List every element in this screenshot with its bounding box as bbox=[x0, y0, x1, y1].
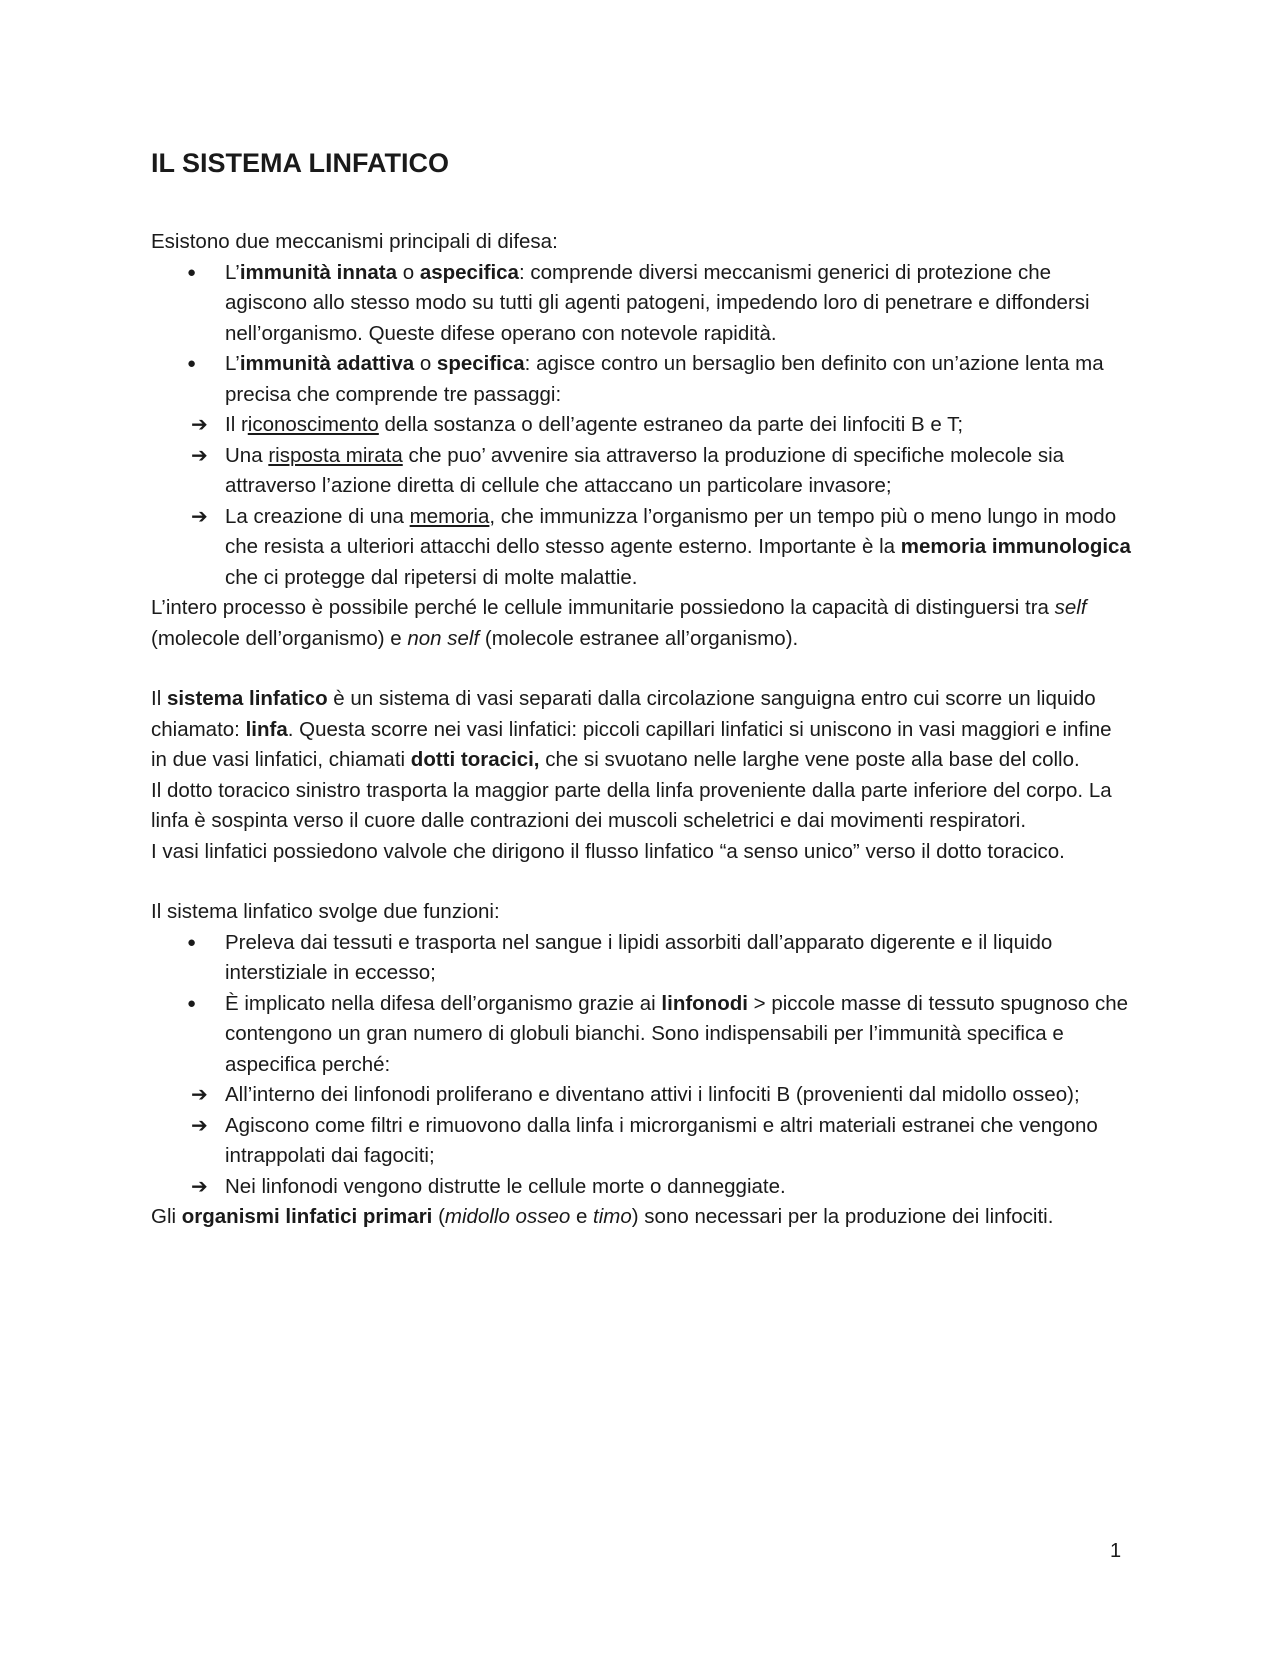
list-item: ● L’immunità innata o aspecifica: comprende diversi meccanismi generici di protezione che agiscono allo stesso modo su tutti gli agenti patogeni, impedendo loro di penetrare e diffondersi nell’organismo. Queste difese operano con notevole rapidità. bbox=[151, 258, 1131, 350]
defense-list bbox=[151, 258, 1131, 594]
arrow-icon: ➔ bbox=[191, 1175, 208, 1198]
page-title: IL SISTEMA LINFATICO bbox=[151, 148, 450, 178]
sistema-paragraph: Il sistema linfatico è un sistema di vasi separati dalla circolazione sanguigna entro cui scorre un liquido chiamato: linfa. Questa scorre nei vasi linfatici: piccoli capillari linfatici si uniscono in vasi maggiori e infine in due vasi linfatici, chiamati dotti toracici, che si svuotano nelle larghe vene poste alla base del collo. Il dotto toracico sinistro trasporta la maggior parte della linfa proveniente dalla parte inferiore del corpo. La linfa è sospinta verso il cuore dalle contrazioni dei muscoli scheletrici e dai movimenti respiratori. I vasi linfatici possiedono valvole che dirigono il flusso linfatico “a senso unico” verso il dotto toracico. bbox=[151, 687, 1112, 863]
bullet-icon: ● bbox=[187, 994, 197, 1012]
organi-paragraph: Gli organismi linfatici primari (midollo osseo e timo) sono necessari per la produzione dei linfociti. bbox=[151, 1205, 1054, 1228]
list-item: ● È implicato nella difesa dell’organismo grazie ai linfonodi > piccole masse di tessuto spugnoso che contengono un gran numero di globuli bianchi. Sono indispensabili per l’immunità specifica e aspecifica perché: bbox=[151, 989, 1131, 1081]
funzioni-list bbox=[151, 928, 1131, 1203]
page-number: 1 bbox=[1110, 1540, 1122, 1562]
list-item: ➔ La creazione di una memoria, che immunizza l’organismo per un tempo più o meno lungo in modo che resista a ulteriori attacchi dello stesso agente esterno. Importante è la memoria immunologica che ci protegge dal ripetersi di molte malattie. bbox=[151, 502, 1131, 594]
list-item: ➔ All’interno dei linfonodi proliferano e diventano attivi i linfociti B (provenienti dal midollo osseo); bbox=[151, 1080, 1131, 1111]
list-item: ● Preleva dai tessuti e trasporta nel sangue i lipidi assorbiti dall’apparato digerente e il liquido interstiziale in eccesso; bbox=[151, 928, 1131, 989]
bullet-icon: ● bbox=[187, 355, 197, 372]
bullet-icon: ● bbox=[187, 933, 197, 951]
self-paragraph: L’intero processo è possibile perché le cellule immunitarie possiedono la capacità di distinguersi tra self (molecole dell’organismo) e non self (molecole estranee all’organismo). bbox=[151, 596, 1087, 650]
list-item: ➔ Il riconoscimento della sostanza o dell’agente estraneo da parte dei linfociti B e T; bbox=[151, 410, 1131, 441]
arrow-icon: ➔ bbox=[191, 414, 208, 436]
arrow-icon: ➔ bbox=[191, 505, 208, 528]
bullet-icon: ● bbox=[187, 263, 197, 281]
list-item: ➔ Agiscono come filtri e rimuovono dalla linfa i microrganismi e altri materiali estranei che vengono intrappolati dai fagociti; bbox=[151, 1111, 1131, 1172]
arrow-icon: ➔ bbox=[191, 1084, 208, 1106]
list-item: ➔ Una risposta mirata che puo’ avvenire sia attraverso la produzione di specifiche molecole sia attraverso l’azione diretta di cellule che attaccano un particolare invasore; bbox=[151, 441, 1131, 502]
intro-paragraph: Esistono due meccanismi principali di difesa: bbox=[151, 230, 558, 253]
arrow-icon: ➔ bbox=[191, 444, 208, 467]
document-body bbox=[151, 145, 1131, 1233]
arrow-icon: ➔ bbox=[191, 1114, 208, 1137]
list-item: ● L’immunità adattiva o specifica: agisce contro un bersaglio ben definito con un’azione lenta ma precisa che comprende tre passaggi: bbox=[151, 349, 1131, 410]
funzioni-intro: Il sistema linfatico svolge due funzioni: bbox=[151, 900, 500, 923]
list-item: ➔ Nei linfonodi vengono distrutte le cellule morte o danneggiate. bbox=[151, 1172, 1131, 1203]
